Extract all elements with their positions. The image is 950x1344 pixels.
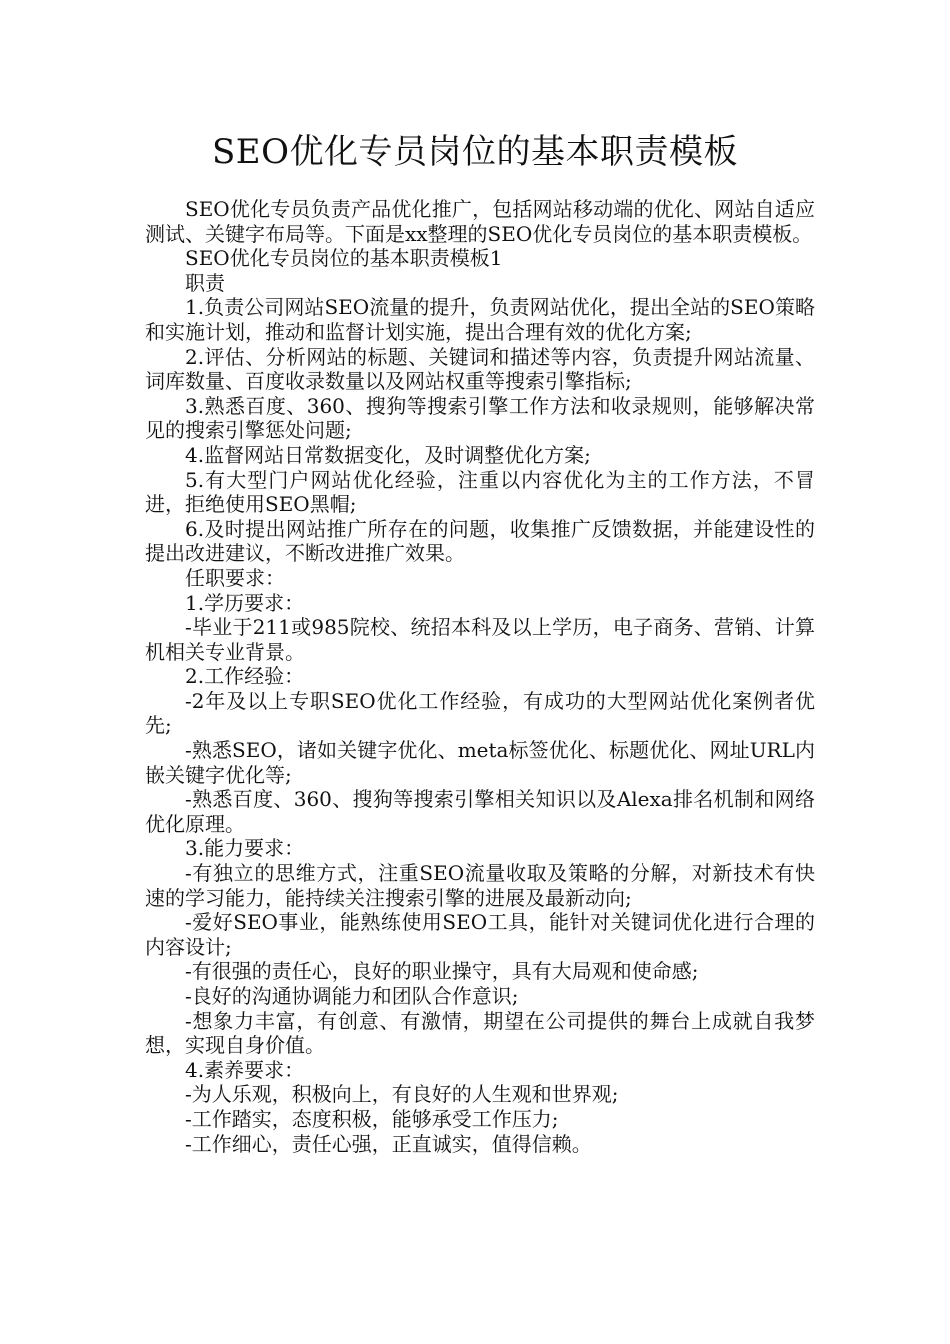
duty-item: 1.负责公司网站SEO流量的提升，负责网站优化，提出全站的SEO策略和实施计划，推动和监督计划实施，提出合理有效的优化方案;: [145, 295, 815, 344]
requirement-category: 3.能力要求：: [185, 836, 305, 861]
requirement-item: -良好的沟通协调能力和团队合作意识;: [185, 984, 519, 1008]
requirement-item: -有独立的思维方式，注重SEO流量收取及策略的分解，对新技术有快速的学习能力，能持续关注搜索引擎的进展及最新动向;: [145, 861, 815, 910]
requirement-item: -爱好SEO事业，能熟练使用SEO工具，能针对关键词优化进行合理的内容设计;: [145, 910, 815, 959]
duty-item: 4.监督网站日常数据变化，及时调整优化方案;: [185, 442, 591, 467]
requirement-item: -工作细心，责任心强，正直诚实，值得信赖。: [185, 1131, 592, 1156]
duty-item: 5.有大型门户网站优化经验，注重以内容优化为主的工作方法，不冒进，拒绝使用SEO黑帽;: [145, 467, 815, 517]
subheading-requirements: 任职要求：: [185, 565, 285, 590]
requirement-item: -想象力丰富，有创意、有激情，期望在公司提供的舞台上成就自我梦想，实现自身价值。: [145, 1008, 815, 1058]
requirement-item: -工作踏实，态度积极，能够承受工作压力;: [185, 1106, 559, 1131]
intro-paragraph: SEO优化专员负责产品优化推广，包括网站移动端的优化、网站自适应测试、关键字布局等。下面是xx整理的SEO优化专员岗位的基本职责模板。: [145, 197, 815, 246]
duty-item: 3.熟悉百度、360、搜狗等搜索引擎工作方法和收录规则，能够解决常见的搜索引擎惩处问题;: [145, 393, 815, 443]
document-title: SEO优化专员岗位的基本职责模板: [212, 132, 738, 172]
requirement-item: -毕业于211或985院校、统招本科及以上学历，电子商务、营销、计算机相关专业背景。: [145, 615, 815, 664]
requirement-category: 2.工作经验：: [185, 664, 305, 689]
requirement-category: 4.素养要求：: [185, 1057, 305, 1082]
requirement-category: 1.学历要求：: [185, 590, 305, 615]
requirement-item: -有很强的责任心，良好的职业操守，具有大局观和使命感;: [185, 959, 699, 984]
requirement-item: -熟悉SEO，诸如关键字优化、meta标签优化、标题优化、网址URL内嵌关键字优化等;: [145, 738, 815, 787]
document-body: [145, 197, 815, 1156]
section-heading: SEO优化专员岗位的基本职责模板1: [185, 246, 503, 271]
duty-item: 6.及时提出网站推广所存在的问题，收集推广反馈数据，并能建设性的提出改进建议，不断改进推广效果。: [145, 516, 815, 566]
requirement-item: -为人乐观，积极向上，有良好的人生观和世界观;: [185, 1082, 619, 1107]
requirement-item: -熟悉百度、360、搜狗等搜索引擎相关知识以及Alexa排名机制和网络优化原理。: [145, 787, 815, 836]
requirement-item: -2年及以上专职SEO优化工作经验，有成功的大型网站优化案例者优先;: [145, 688, 815, 738]
subheading-duties: 职责: [185, 270, 225, 295]
duty-item: 2.评估、分析网站的标题、关键词和描述等内容，负责提升网站流量、词库数量、百度收录数量以及网站权重等搜索引擎指标;: [145, 344, 815, 394]
